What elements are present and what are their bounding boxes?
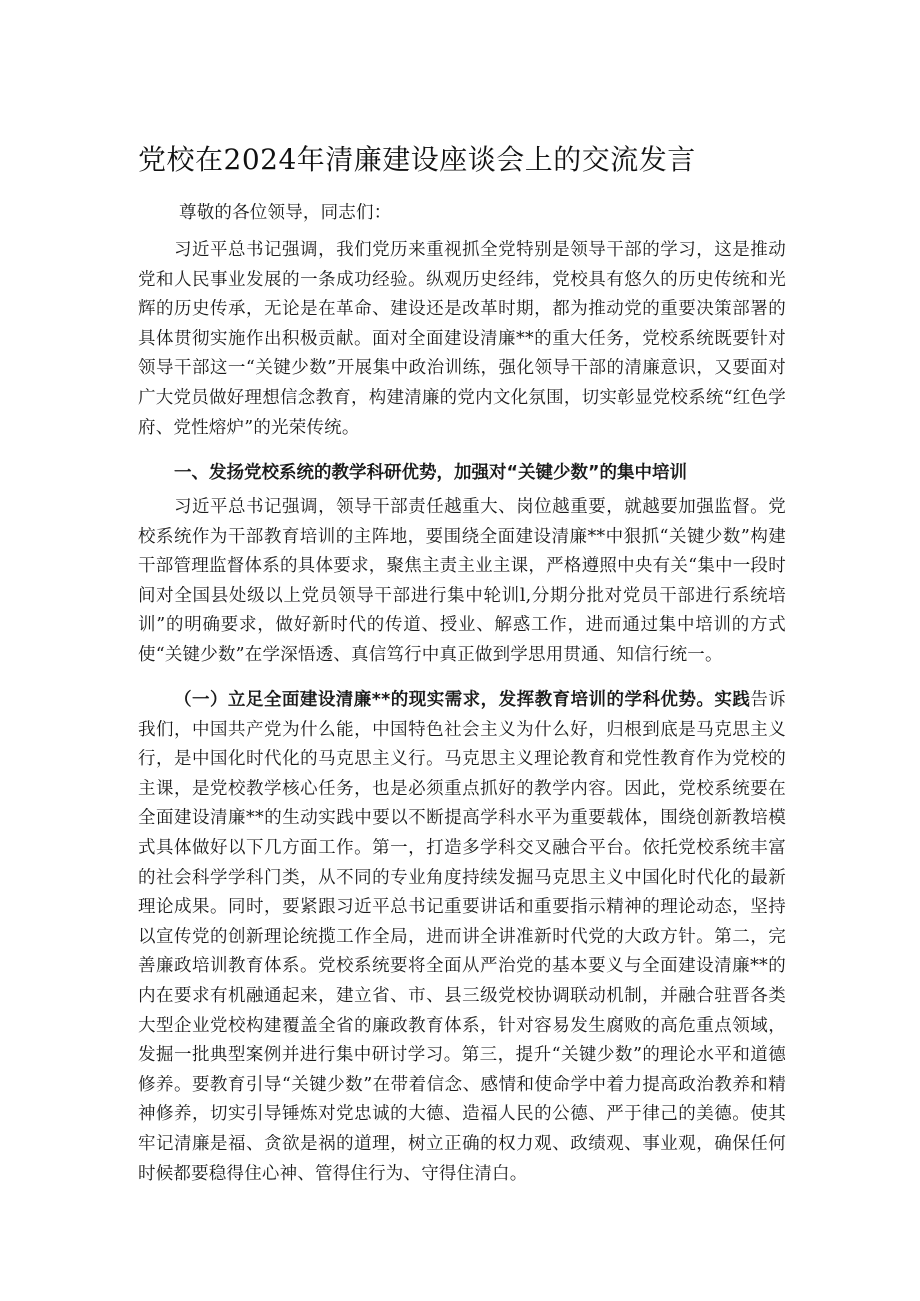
document-title: 党校在2024年清廉建设座谈会上的交流发言: [138, 143, 696, 176]
subsection-body-1: 告诉我们，中国共产党为什么能，中国特色社会主义为什么好，归根到底是马克思主义行，是中国化时代化的马克思主义行。马克思主义理论教育和党性教育作为党校的主课，是党校教学核心任务，也是必须重点抓好的教学内容。因此，党校系统要在全面建设清廉**的生动实践中要以不断提高学科水平为重要载体，围绕创新教培模式具体做好以下几方面工作。第一，打造多学科交叉融合平台。依托党校系统丰富的社会科学学科门类，从不同的专业角度持续发掘马克思主义中国化时代化的最新理论成果。同时，要紧跟习近平总书记重要讲话和重要指示精神的理论动态，坚持以宣传党的创新理论统揽工作全局，进而讲全讲准新时代党的大政方针。第二，完善廉政培训教育体系。党校系统要将全面从严治党的基本要义与全面建设清廉**的内在要求有机融通起来，建立省、市、县三级党校协调联动机制，并融合驻晋各类大型企业党校构建覆盖全省的廉政教育体系，针对容易发生腐败的高危重点领域，发掘一批典型案例并进行集中研讨学习。第三，提升“关键少数”的理论水平和道德修养。要教育引导“关键少数”在带着信念、感情和使命学中着力提高政治教养和精神修养，切实引导锤炼对党忠诚的大德、造福人民的公德、严于律己的美德。使其牢记清廉是福、贪欲是祸的道理，树立正确的权力观、政绩观、事业观，确保任何时候都要稳得住心神、管得住行为、守得住清白。: [138, 690, 786, 1184]
greeting: 尊敬的各位领导，同志们：: [179, 203, 392, 223]
paragraph-intro: 习近平总书记强调，我们党历来重视抓全党特别是领导干部的学习，这是推动党和人民事业发展的一条成功经验。纵观历史经纬，党校具有悠久的历史传统和光辉的历史传承，无论是在革命、建设还是改革时期，都为推动党的重要决策部署的具体贯彻实施作出积极贡献。面对全面建设清廉**的重大任务，党校系统既要针对领导干部这一“关键少数”开展集中政治训练，强化领导干部的清廉意识，又要面对广大党员做好理想信念教育，构建清廉的党内文化氛围，切实彰显党校系统“红色学府、党性熔炉”的光荣传统。: [138, 240, 786, 438]
subsection-heading-1: （一）立足全面建设清廉**的现实需求，发挥教育培训的学科优势。实践: [174, 690, 751, 710]
section-heading-1: 一、发扬党校系统的教学科研优势，加强对“关键少数”的集中培训: [174, 463, 688, 483]
paragraph-section1: 习近平总书记强调，领导干部责任越重大、岗位越重要，就越要加强监督。党校系统作为干部教育培训的主阵地，要围绕全面建设清廉**中狠抓“关键少数”构建干部管理监督体系的具体要求，聚焦主责主业主课，严格遵照中央有关“集中一段时间对全国县处级以上党员领导干部进行集中轮训l,分期分批对党员干部进行系统培训”的明确要求，做好新时代的传道、授业、解惑工作，进而通过集中培训的方式使“关键少数”在学深悟透、真信笃行中真正做到学思用贯通、知信行统一。: [138, 497, 786, 665]
paragraph-subsection1: [138, 686, 786, 1189]
